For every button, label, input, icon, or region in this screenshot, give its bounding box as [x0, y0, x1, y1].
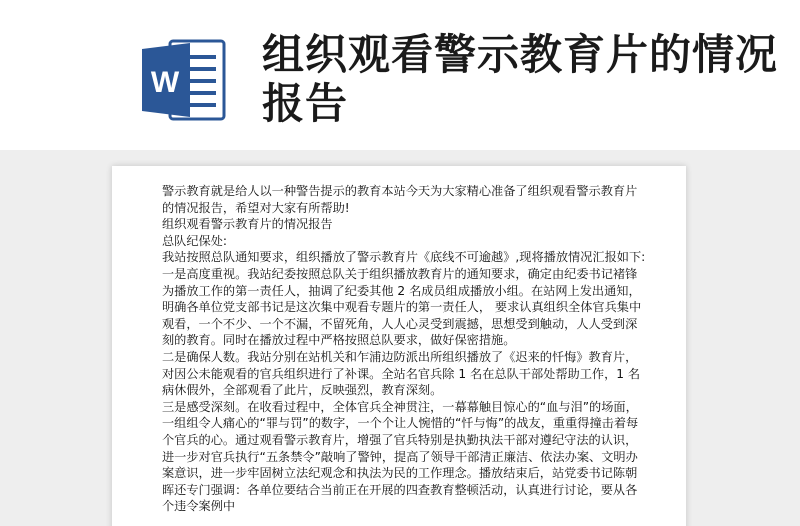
- intro-paragraph: 警示教育就是给人以一种警告提示的教育本站今天为大家精心准备了组织观看警示教育片的情况报告，希望对大家有所帮助!: [162, 184, 638, 215]
- document-heading: 组织观看警示教育片的情况报告: [162, 217, 333, 232]
- page-title: 组织观看警示教育片的情况报告: [262, 30, 779, 128]
- salutation: 总队纪保处:: [162, 233, 228, 248]
- body-paragraph: 我站按照总队通知要求，组织播放了警示教育片《底线不可逾越》,现将播放情况汇报如下:: [162, 250, 646, 265]
- body-paragraph: 二是确保人数。我站分别在站机关和乍浦边防派出所组织播放了《迟来的忏悔》教育片，对因公未能观看的官兵组织进行了补课。全站名官兵除 1 名在总队干部处帮助工作，1 名病休假外，全部观看了此片，反映强烈，教育深刻。: [162, 349, 641, 398]
- document-body: [162, 183, 648, 515]
- word-document-icon: [140, 37, 228, 123]
- body-paragraph: 一是高度重视。我站纪委按照总队关于组织播放教育片的通知要求，确定由纪委书记褚锋为播放工作的第一责任人，抽调了纪委其他 2 名成员组成播放小组。在站网上发出通知，明确各单位党支部书记是这次集中观看专题片的第一责任人， 要求认真组织全体官兵集中观看，一个不少、一个不漏，不留死角，人人心灵受到震撼，思想受到触动，人人受到深刻的教育。同时在播放过程中严格按照总队要求，做好保密措施。: [162, 266, 642, 348]
- word-icon-letter: W: [150, 66, 180, 99]
- page-header: [0, 0, 800, 150]
- body-paragraph: 三是感受深刻。在收看过程中，全体官兵全神贯注，一幕幕触目惊心的“血与泪”的场面，一组组令人痛心的“罪与罚”的数字，一个个让人惋惜的“忏与悔”的战友，重重得撞击着每个官兵的心。通过观看警示教育片，增强了官兵特别是执勤执法干部对遵纪守法的认识，进一步对官兵执行“五条禁令”敲响了警钟，提高了领导干部清正廉洁、依法办案、文明办案意识，进一步牢固树立法纪观念和执法为民的工作理念。播放结束后，站党委书记陈朝晖还专门强调：各单位要结合当前正在开展的四查教育整顿活动，认真进行讨论，要从各个违令案例中: [162, 399, 639, 514]
